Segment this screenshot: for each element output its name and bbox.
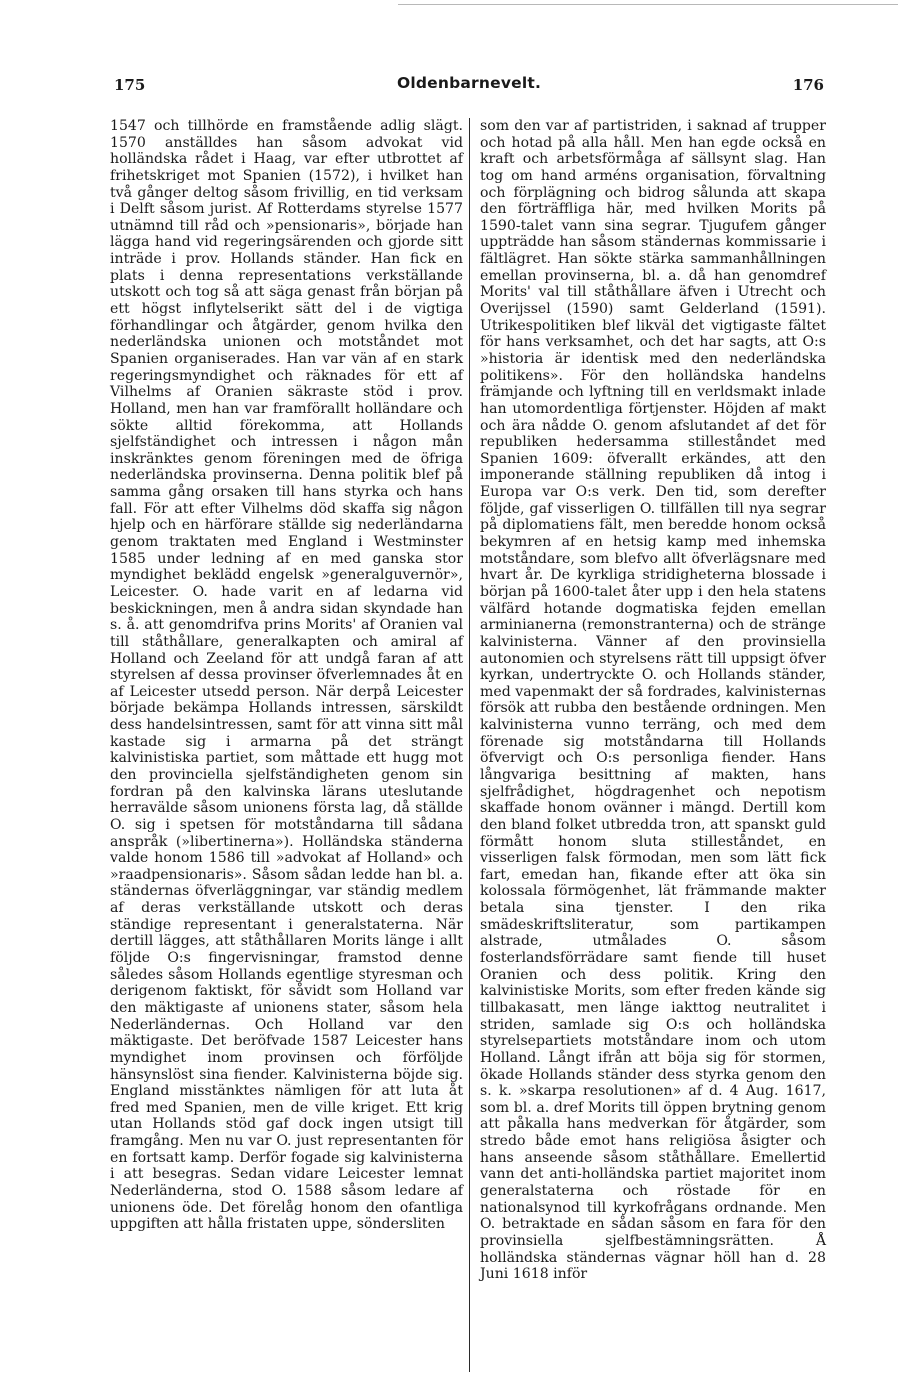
page-number-left: 175 (114, 76, 146, 94)
column-divider (469, 118, 470, 1372)
column-right-text: som den var af partistriden, i saknad af trupper och hotad på alla håll. Men han egde också en kraft och arbetsförmåga af sällsynt slag. Han tog om hand arméns organisation, förvaltning och förplägning och bidrog sålunda att skapa den förträffliga här, med hvilken Morits på 1590-talet vann sina segrar. Tjugufem gånger uppträdde han såsom ständernas kommissarie i fältlägret. Han sökte stärka sammanhållningen emellan provinserna, bl. a. då han genomdref Morits' val till ståthållare äfven i Utrecht och Overijssel (1590) samt Gelderland (1591). Utrikespolitiken blef likväl det vigtigaste fältet för hans verksamhet, och det har sagts, att O:s »historia är identisk med den nederländska politikens». För den holländska handelns främjande och lyftning till en verldsmakt inlade han utomordentliga förtjenster. Höjden af makt och ära nådde O. genom afslutandet af det för republiken hedersamma stilleståndet med Spanien 1609: öfverallt erkändes, att den imponerande ställning republiken då intog i Europa var O:s verk. Den tid, som derefter följde, gaf visserligen O. tillfällen till nya segrar på diplomatiens fält, men beredde honom också bekymren af en hetsig kamp med inhemska motståndare, som blefvo allt öfverlägsnare med hvart år. De kyrkliga stridigheterna blossade i början på 1600-talet åter upp i den hela statens välfärd hotande dogmatiska fejden emellan arminianerna (remonstranterna) och de stränge kalvinisterna. Vänner af den provinsiella autonomien och styrelsens rätt till uppsigt öfver kyrkan, undertryckte O. och Hollands ständer, med vapenmakt der så fordrades, kalvinisternas försök att rubba den bestående ordningen. Men kalvinisterna vunno terräng, och med dem förenade sig motståndarna till Hollands öfvervigt och O:s personliga fiender. Hans långvariga besittning af makten, hans sjelfrådighet, högdragenhet och nepotism skaffade honom ovänner i mängd. Dertill kom den bland folket utbredda tron, att spanskt guld förmått honom sluta stilleståndet, en visserligen falsk förmodan, men som lätt fick fart, emedan han, fikande efter att öka sin kolossala förmögenhet, lät främmande makter betala sina tjenster. I den rika smädeskriftsliteratur, som partikampen alstrade, utmålades O. såsom fosterlandsförrädare samt fiende till huset Oranien och dess politik. Kring den kalvinistiske Morits, som efter freden kände sig tillbakasatt, men länge iakttog neutralitet i striden, samlade sig O:s och holländska styrelsepartiets motståndare inom och utom Holland. Långt ifrån att böja sig för stormen, ökade Hollands ständer dess styrka genom den s. k. »skarpa resolutionen» af d. 4 Aug. 1617, som bl. a. dref Morits till öppen brytning genom att påkalla hans medverkan för åtgärder, som stredo både emot hans religiösa åsigter och hans anseende såsom ståthållare. Emellertid vann det anti-holländska partiet majoritet inom generalstaterna och röstade för en nationalsynod till kyrkofrågans ordnande. Men O. betraktade en sådan såsom en fara för den provinsiella sjelfbestämningsrätten. Å holländska ständernas vägnar höll han d. 28 Juni 1618 inför (480, 118, 826, 1283)
top-edge-rule (398, 4, 898, 5)
text-column-right (480, 118, 826, 1283)
text-column-left (110, 118, 463, 1233)
running-head (112, 74, 826, 98)
running-title: Oldenbarnevelt. (396, 74, 542, 92)
column-left-text: 1547 och tillhörde en framstående adlig slägt. 1570 anställdes han såsom advokat vid holländska rådet i Haag, var efter utbrottet af frihetskriget mot Spanien (1572), i hvilket han två gånger deltog såsom frivillig, en tid verksam i Delft såsom jurist. Af Rotterdams styrelse 1577 utnämnd till råd och »pensionaris», började han lägga hand vid regeringsärenden och gjorde sitt inträde i prov. Hollands ständer. Han fick en plats i denna representations verkställande utskott och tog så att säga genast från början på ett högst inflytelserikt sätt del i de vigtiga förhandlingar och åtgärder, genom hvilka den nederländska unionen och motståndet mot Spanien organiserades. Han var vän af en stark regeringsmyndighet och räknades för ett af Vilhelms af Oranien säkraste stöd i prov. Holland, men han var framförallt holländare och sökte alltid förekomma, att Hollands sjelfständighet och intressen i någon mån inskränktes genom föreningen med de öfriga nederländska provinserna. Denna politik blef på samma gång orsaken till hans styrka och hans fall. För att efter Vilhelms död skaffa sig någon hjelp och en härförare ställde sig nederländarna genom traktaten med England i Westminster 1585 under ledning af en med ganska stor myndighet beklädd engelsk »generalguvernör», Leicester. O. hade varit en af ledarna vid beskickningen, men å andra sidan skyndade han s. å. att genomdrifva prins Morits' af Oranien val till ståthållare, generalkapten och amiral af Holland och Zeeland för att undgå faran af att styrelsen af dessa provinser öfverlemnades åt en af Leicester utsedd person. När derpå Leicester började bekämpa Hollands intressen, särskildt dess handelsintressen, samt för att vinna sitt mål kastade sig i armarna på det strängt kalvinistiska partiet, som måttade ett hugg mot den provinciella sjelfständigheten genom sin fordran på den kalvinska lärans uteslutande herravälde såsom unionens första lag, då ställde O. sig i spetsen för motståndarna till sådana anspråk (»libertinerna»). Holländska ständerna valde honom 1586 till »advokat af Holland» och »raadpensionaris». Såsom sådan ledde han bl. a. ständernas öfverläggningar, var ständig medlem af deras verkställande utskott och deras ständige representant i generalstaterna. När dertill lägges, att ståthållaren Morits länge i allt följde O:s fingervisningar, framstod denne således såsom Hollands egentlige styresman och derigenom faktiskt, för såvidt som Holland var den mäktigaste af unionens stater, såsom hela Nederländernas. Och Holland var den mäktigaste. Det beröfvade 1587 Leicester hans myndighet inom provinsen och förföljde hänsynslöst sina fiender. Kalvinisterna böjde sig. England misstänktes nämligen för att luta åt fred med Spanien, men de ville kriget. Ett krig utan Hollands stöd gaf dock ingen utsigt till framgång. Men nu var O. just representanten för en fortsatt kamp. Derför fogade sig kalvinisterna i att besegras. Sedan vidare Leicester lemnat Nederländerna, stod O. 1588 såsom ledare af unionens öde. Det förelåg honom den ofantliga uppgiften att hålla fristaten uppe, söndersliten (110, 118, 463, 1233)
page-number-right: 176 (792, 76, 824, 94)
